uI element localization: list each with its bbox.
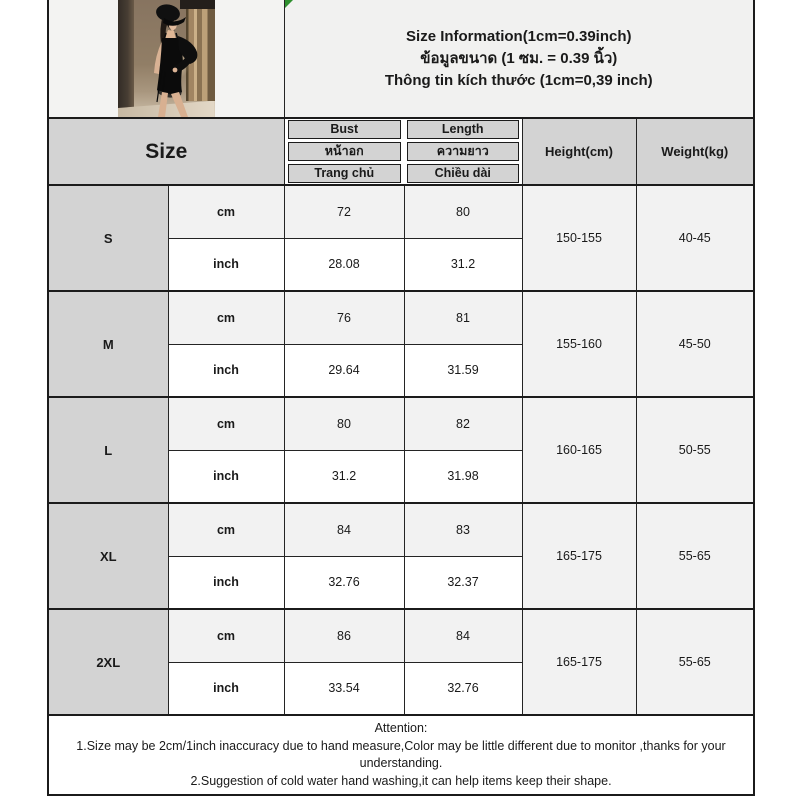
length-cm-value: 81 [404,291,522,344]
bust-cm-value: 86 [284,609,404,662]
cell-comment-marker-icon [285,0,293,8]
table-row [48,609,754,662]
unit-inch: inch [168,238,284,291]
unit-cm: cm [168,503,284,556]
unit-cm: cm [168,291,284,344]
length-cm-value: 82 [404,397,522,450]
bust-header-th-cell [284,140,404,162]
bust-header-th: หน้าอก [288,142,402,161]
weight-column-header: Weight(kg) [636,118,754,185]
unit-inch: inch [168,450,284,503]
height-range: 165-175 [522,609,636,715]
weight-range: 45-50 [636,291,754,397]
unit-inch: inch [168,344,284,397]
bust-inch-value: 33.54 [284,662,404,715]
size-column-header: Size [48,118,284,185]
bust-header-en-cell [284,118,404,140]
bust-inch-value: 32.76 [284,556,404,609]
length-inch-value: 31.59 [404,344,522,397]
title-vietnamese: Thông tin kích thước (1cm=0,39 inch) [384,71,653,89]
height-range: 165-175 [522,503,636,609]
length-header-vi: Chiều dài [407,164,519,183]
length-header-en-cell [404,118,522,140]
length-cm-value: 80 [404,185,522,238]
table-row [48,397,754,450]
size-label-m: M [48,291,168,397]
weight-range: 55-65 [636,503,754,609]
length-inch-value: 31.98 [404,450,522,503]
height-column-header: Height(cm) [522,118,636,185]
length-inch-value: 32.76 [404,662,522,715]
bust-header-vi-cell [284,162,404,185]
attention-note-2: 2.Suggestion of cold water hand washing,it can help items keep their shape. [190,773,612,788]
height-range: 160-165 [522,397,636,503]
title-thai: ข้อมูลขนาด (1 ซม. = 0.39 นิ้ว) [420,49,618,67]
bust-inch-value: 28.08 [284,238,404,291]
attention-title: Attention: [374,721,428,735]
bust-inch-value: 29.64 [284,344,404,397]
height-range: 155-160 [522,291,636,397]
attention-note-1: 1.Size may be 2cm/1inch inaccuracy due to hand measure,Color may be little different due to monitor ,thanks for your understanding. [76,738,726,770]
length-cm-value: 84 [404,609,522,662]
length-inch-value: 32.37 [404,556,522,609]
table-row [48,185,754,238]
bust-cm-value: 84 [284,503,404,556]
product-photo [118,0,215,117]
length-header-en: Length [407,120,519,139]
unit-inch: inch [168,662,284,715]
length-header-vi-cell [404,162,522,185]
size-chart-table [47,0,755,796]
bust-cm-value: 80 [284,397,404,450]
table-row [48,503,754,556]
bust-cm-value: 76 [284,291,404,344]
weight-range: 55-65 [636,609,754,715]
length-cm-value: 83 [404,503,522,556]
attention-note [48,715,754,795]
size-label-s: S [48,185,168,291]
size-label-l: L [48,397,168,503]
bust-inch-value: 31.2 [284,450,404,503]
product-photo-cell [48,0,284,118]
length-header-th-cell [404,140,522,162]
bust-cm-value: 72 [284,185,404,238]
size-chart-sheet [47,0,753,796]
unit-cm: cm [168,185,284,238]
weight-range: 50-55 [636,397,754,503]
bust-header-vi: Trang chủ [288,164,402,183]
weight-range: 40-45 [636,185,754,291]
size-label-2xl: 2XL [48,609,168,715]
model-illustration [118,0,215,117]
length-header-th: ความยาว [407,142,519,161]
size-info-title-cell [284,0,754,118]
unit-inch: inch [168,556,284,609]
height-range: 150-155 [522,185,636,291]
length-inch-value: 31.2 [404,238,522,291]
size-label-xl: XL [48,503,168,609]
bust-header-en: Bust [288,120,402,139]
table-row [48,291,754,344]
unit-cm: cm [168,397,284,450]
unit-cm: cm [168,609,284,662]
title-english: Size Information(1cm=0.39inch) [406,27,632,45]
